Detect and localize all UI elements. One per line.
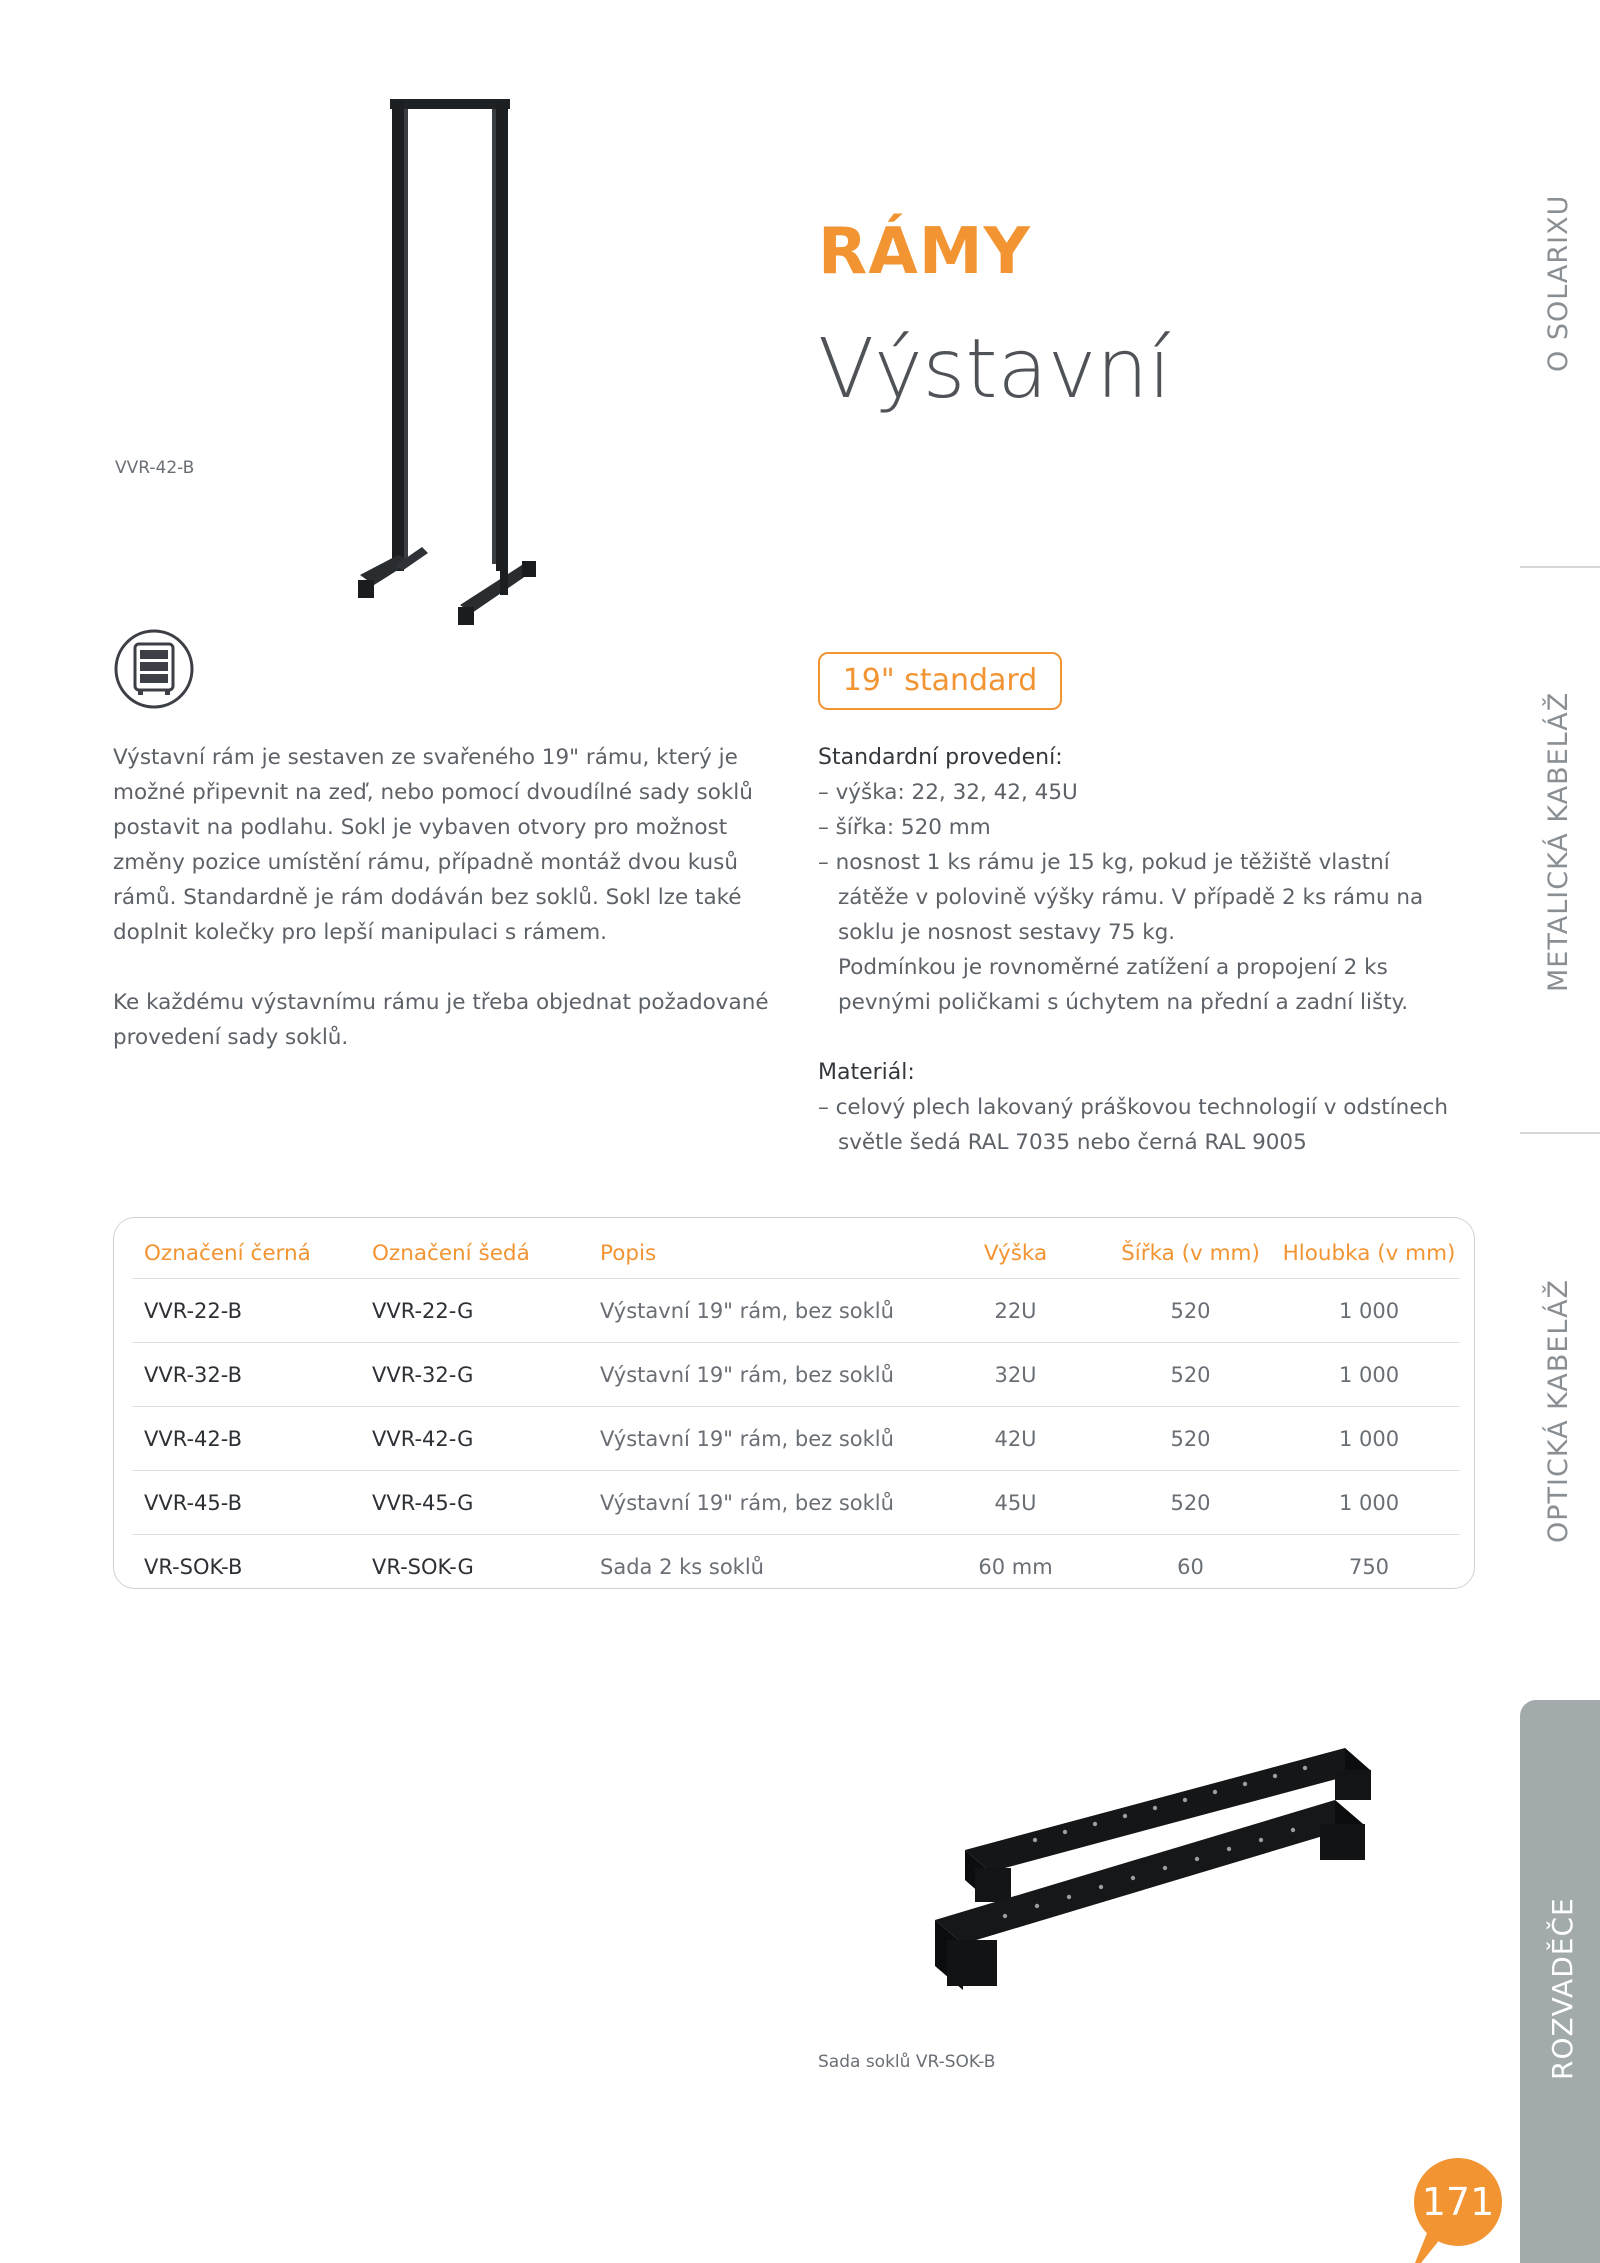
table-row (132, 1279, 1460, 1343)
table-cell: 520 (1103, 1279, 1278, 1343)
table-cell: 520 (1103, 1407, 1278, 1471)
material-heading: Materiál: (818, 1060, 915, 1085)
table-cell: 520 (1103, 1343, 1278, 1407)
table-cell: 750 (1348, 1554, 1390, 1579)
side-tab-metalicka-kabelaz[interactable]: METALICKÁ KABELÁŽ (1543, 691, 1574, 992)
spec-item: – celový plech lakovaný práškovou technologií v odstínech světle šedá RAL 7035 nebo černá RAL 9005 (818, 1095, 1448, 1155)
table-cell: VVR-42-B (132, 1407, 360, 1471)
spec-item: – výška: 22, 32, 42, 45U (818, 780, 1078, 805)
table-cell: VVR-45-B (132, 1471, 360, 1535)
table-cell: 45U (928, 1471, 1103, 1535)
table-cell: 42U (928, 1407, 1103, 1471)
page-subtitle: Výstavní (818, 322, 1172, 417)
description (113, 740, 793, 1090)
table-cell: Sada 2 ks soklů (600, 1554, 764, 1579)
standard-badge: 19" standard (818, 652, 1062, 710)
page-title: RÁMY (818, 215, 1031, 289)
table-cell: VVR-22-G (360, 1279, 588, 1343)
page-number: 171 (1421, 2180, 1495, 2224)
column-header: Šířka (v mm) (1103, 1228, 1278, 1279)
table-cell: Výstavní 19" rám, bez soklů (588, 1279, 928, 1343)
rack-frame-image (340, 95, 550, 625)
table-cell: VVR-45-G (360, 1471, 588, 1535)
side-divider (1520, 1132, 1600, 1134)
table-cell: 1 000 (1278, 1343, 1460, 1407)
product-table-box (113, 1217, 1475, 1589)
table-row (132, 1535, 1460, 1599)
side-tab-rozvadece[interactable]: ROZVADĚČE (1546, 1897, 1579, 2080)
spec-item: – nosnost 1 ks rámu je 15 kg, pokud je těžiště vlastní zátěže v polovině výšky rámu. V případě 2 ks rámu na soklu je nosnost sestavy 75 kg. (818, 850, 1424, 945)
description-paragraph: Výstavní rám je sestaven ze svařeného 19" rámu, který je možné připevnit na zeď, nebo pomocí dvoudílné sady soklů postavit na podlahu. Sokl je vybaven otvory pro možnost změny pozice umístění rámu, případně montáž dvou kusů rámů. Standardně je rám dodáván bez soklů. Sokl lze také doplnit kolečky pro lepší manipulaci s rámem. (113, 745, 753, 945)
table-cell: VR-SOK-B (144, 1554, 243, 1579)
spec-item: – šířka: 520 mm (818, 815, 991, 840)
table-header-row (132, 1228, 1460, 1279)
table-cell: Výstavní 19" rám, bez soklů (588, 1343, 928, 1407)
spec-note: Podmínkou je rovnoměrné zatížení a propojení 2 ks pevnými poličkami s úchytem na přední a zadní lišty. (838, 955, 1409, 1015)
table-cell: 60 mm (978, 1554, 1053, 1579)
side-tab-opticka-kabelaz[interactable]: OPTICKÁ KABELÁŽ (1543, 1278, 1574, 1543)
column-header: Hloubka (v mm) (1278, 1228, 1460, 1279)
rack-image-caption: VVR-42-B (115, 458, 195, 478)
table-cell: 1 000 (1278, 1407, 1460, 1471)
table-row (132, 1471, 1460, 1535)
column-header: Výška (928, 1228, 1103, 1279)
table-cell: VVR-42-G (360, 1407, 588, 1471)
table-cell: Výstavní 19" rám, bez soklů (588, 1471, 928, 1535)
standard-heading: Standardní provedení: (818, 745, 1063, 770)
table-cell: 1 000 (1278, 1471, 1460, 1535)
sokl-image-caption: Sada soklů VR-SOK-B (818, 2052, 996, 2072)
table-cell: 32U (928, 1343, 1103, 1407)
specifications (818, 740, 1458, 1160)
table-cell: VVR-22-B (132, 1279, 360, 1343)
column-header: Popis (588, 1228, 928, 1279)
table-cell: 60 (1177, 1554, 1204, 1579)
column-header: Označení šedá (360, 1228, 588, 1279)
table-cell: 22U (928, 1279, 1103, 1343)
column-header: Označení černá (132, 1228, 360, 1279)
side-tab-o-solarixu[interactable]: O SOLARIXU (1543, 194, 1574, 372)
table-cell: VVR-32-B (132, 1343, 360, 1407)
table-cell: VVR-32-G (360, 1343, 588, 1407)
table-row (132, 1407, 1460, 1471)
sokl-set-image (915, 1740, 1395, 2010)
rack-icon (113, 628, 195, 710)
table-cell: 520 (1103, 1471, 1278, 1535)
table-cell: VR-SOK-G (372, 1554, 474, 1579)
side-divider (1520, 566, 1600, 568)
table-row (132, 1343, 1460, 1407)
table-cell: 1 000 (1278, 1279, 1460, 1343)
product-table (132, 1228, 1460, 1598)
table-cell: Výstavní 19" rám, bez soklů (588, 1407, 928, 1471)
description-paragraph: Ke každému výstavnímu rámu je třeba objednat požadované provedení sady soklů. (113, 990, 769, 1050)
